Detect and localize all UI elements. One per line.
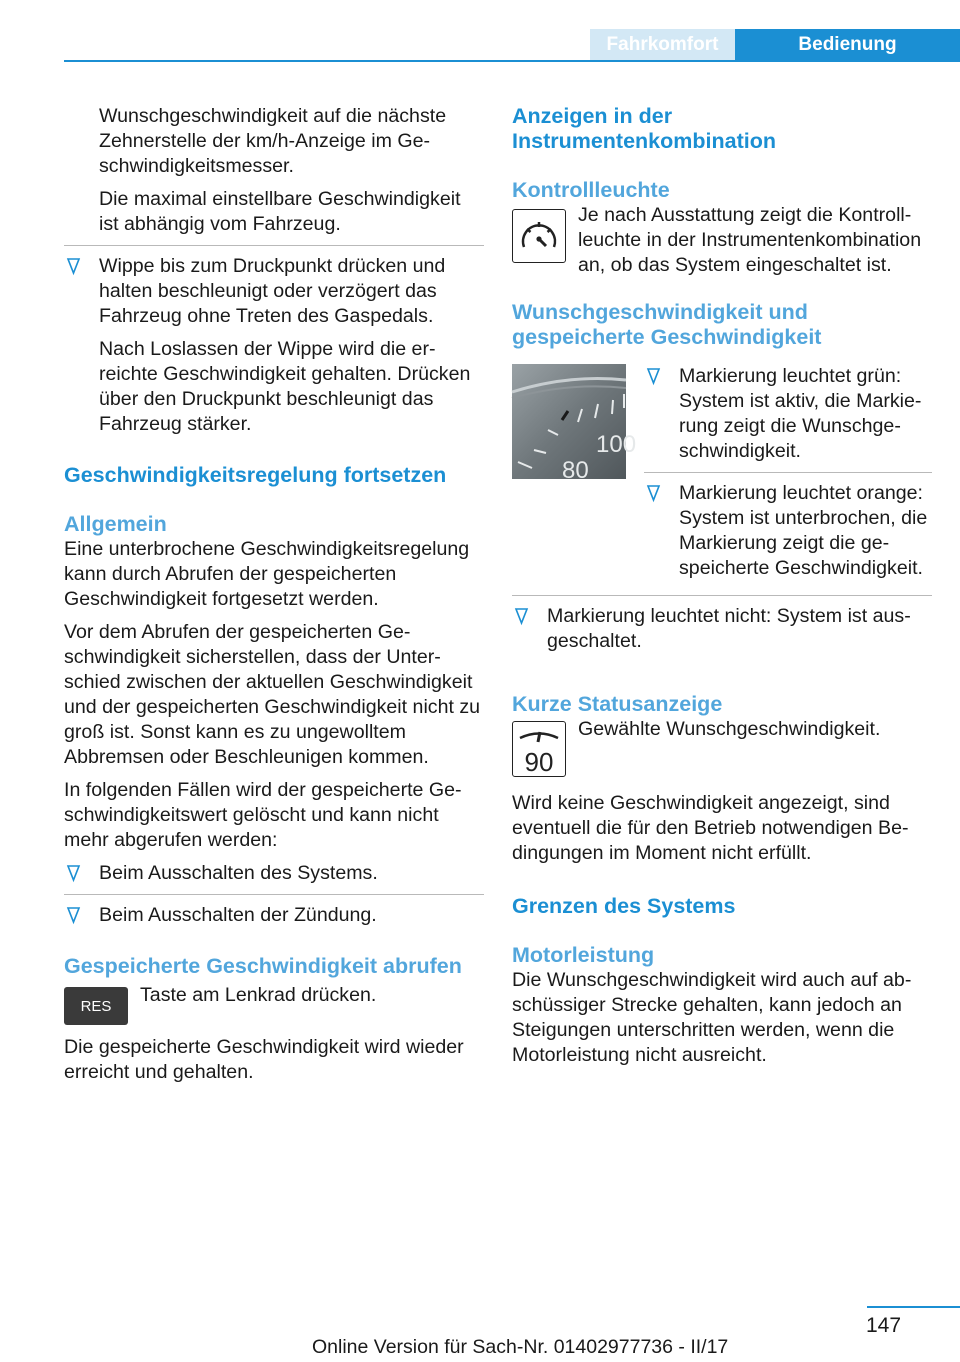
subsection-heading: Allgemein (64, 512, 167, 536)
section-heading: Geschwindigkeitsregelung fortsetzen (64, 463, 447, 487)
list-item-text: Nach Loslassen der Wippe wird die erreichte Geschwindigkeit gehalten. Drücken über den Druckpunkt beschleunigt das Fahrzeug stärker. (99, 338, 471, 435)
paragraph: Gewählte Wunschgeschwindigkeit. (578, 718, 881, 740)
online-version-footer: Online Version für Sach-Nr. 01402977736 - II/17 (312, 1336, 729, 1358)
divider (64, 894, 484, 895)
list-item (512, 604, 932, 654)
list-item (64, 903, 484, 928)
divider (512, 595, 932, 596)
header-tab-bedienung: Bedienung (735, 29, 960, 60)
gauge-label-80: 80 (562, 457, 589, 484)
subsection-heading: Motorleistung (512, 943, 655, 967)
list-item (64, 254, 484, 437)
paragraph: In folgenden Fällen wird der gespeicherte Geschwindigkeitswert gelöscht und kann nicht mehr abgerufen werden: (64, 779, 462, 851)
section-heading: Anzeigen in der Instrumentenkombination (512, 104, 776, 153)
paragraph: Taste am Lenkrad drücken. (140, 984, 377, 1006)
list-item (644, 481, 932, 581)
speedometer-gauge-image (512, 364, 637, 484)
gauge-label-100: 100 (596, 431, 637, 458)
res-button-icon (64, 987, 128, 1025)
list-item-text: Beim Ausschalten der Zündung. (99, 904, 377, 926)
subsection-heading: Kurze Statusanzeige (512, 692, 723, 716)
paragraph: Vor dem Abrufen der gespeicherten Geschwindigkeit sicherstellen, dass der Unterschied zwischen der aktuellen Geschwindigkeit und der gespeicherten Geschwindigkeit nicht zu groß ist. Sonst kann es zu ungewolltem Abbremsen oder Beschleunigen kommen. (64, 621, 481, 768)
paragraph: Je nach Ausstattung zeigt die Kontrollleuchte in der Instrumentenkombination an, ob das System eingeschaltet ist. (578, 204, 922, 276)
kontroll-block (512, 203, 932, 278)
bullet-triangle-icon (515, 607, 528, 625)
divider (64, 245, 484, 246)
paragraph: Die Wunschgeschwindigkeit wird auch auf abschüssiger Strecke gehalten, kann jedoch an Steigungen unterschritten werden, wenn die Motorleistung nicht ausreicht. (512, 969, 912, 1066)
page-number: 147 (866, 1314, 902, 1337)
speed-status-display-icon (512, 721, 566, 777)
list-item (64, 861, 484, 886)
footer-rule (867, 1306, 960, 1308)
left-column (64, 104, 484, 1085)
right-column (512, 104, 932, 1068)
status-speed-value: 90 (524, 747, 554, 777)
gauge-bullet-list (644, 364, 932, 589)
header-rule (64, 60, 960, 62)
subsection-heading: Gespeicherte Geschwindigkeit abrufen (64, 954, 462, 978)
list-item-text: Markierung leuchtet grün: System ist aktiv, die Markierung zeigt die Wunschgeschwindigkeit. (679, 365, 922, 462)
paragraph: Wird keine Geschwindigkeit angezeigt, sind eventuell die für den Betrieb notwendigen Bedingungen im Moment nicht erfüllt. (512, 792, 909, 864)
cruise-control-indicator-icon (512, 209, 566, 263)
bullet-triangle-icon (647, 367, 660, 385)
bullet-triangle-icon (67, 257, 80, 275)
res-block (64, 983, 484, 1029)
divider (644, 472, 932, 473)
gauge-block (512, 364, 932, 589)
bullet-triangle-icon (67, 906, 80, 924)
list-item-text: Markierung leuchtet nicht: System ist ausgeschaltet. (547, 605, 911, 652)
status-block (512, 717, 932, 779)
paragraph: Die maximal einstellbare Geschwindigkeit ist abhängig vom Fahrzeug. (99, 188, 461, 235)
paragraph: Wunschgeschwindigkeit auf die nächste Zehnerstelle der km/h-Anzeige im Geschwindigkeitsmesser. (99, 105, 447, 177)
bullet-triangle-icon (67, 864, 80, 882)
list-item (644, 364, 932, 464)
subsection-heading: Wunschgeschwindigkeit und gespeicherte Geschwindigkeit (512, 300, 822, 349)
paragraph: Die gespeicherte Geschwindigkeit wird wieder erreicht und gehalten. (64, 1036, 464, 1083)
section-heading: Grenzen des Systems (512, 894, 736, 918)
bullet-triangle-icon (647, 484, 660, 502)
header-tab-fahrkomfort: Fahrkomfort (590, 29, 735, 60)
paragraph: Eine unterbrochene Geschwindigkeitsregelung kann durch Abrufen der gespeicherten Geschwindigkeit fortgesetzt werden. (64, 538, 470, 610)
list-item-text: Beim Ausschalten des Systems. (99, 862, 378, 884)
subsection-heading: Kontrollleuchte (512, 178, 670, 202)
list-item-text: Markierung leuchtet orange: System ist unterbrochen, die Markierung zeigt die gespeicherte Geschwindigkeit. (679, 482, 928, 579)
list-item-text: Wippe bis zum Druckpunkt drücken und halten beschleunigt oder verzögert das Fahrzeug ohne Treten des Gaspedals. (99, 255, 446, 327)
res-label: RES (80, 997, 112, 1015)
